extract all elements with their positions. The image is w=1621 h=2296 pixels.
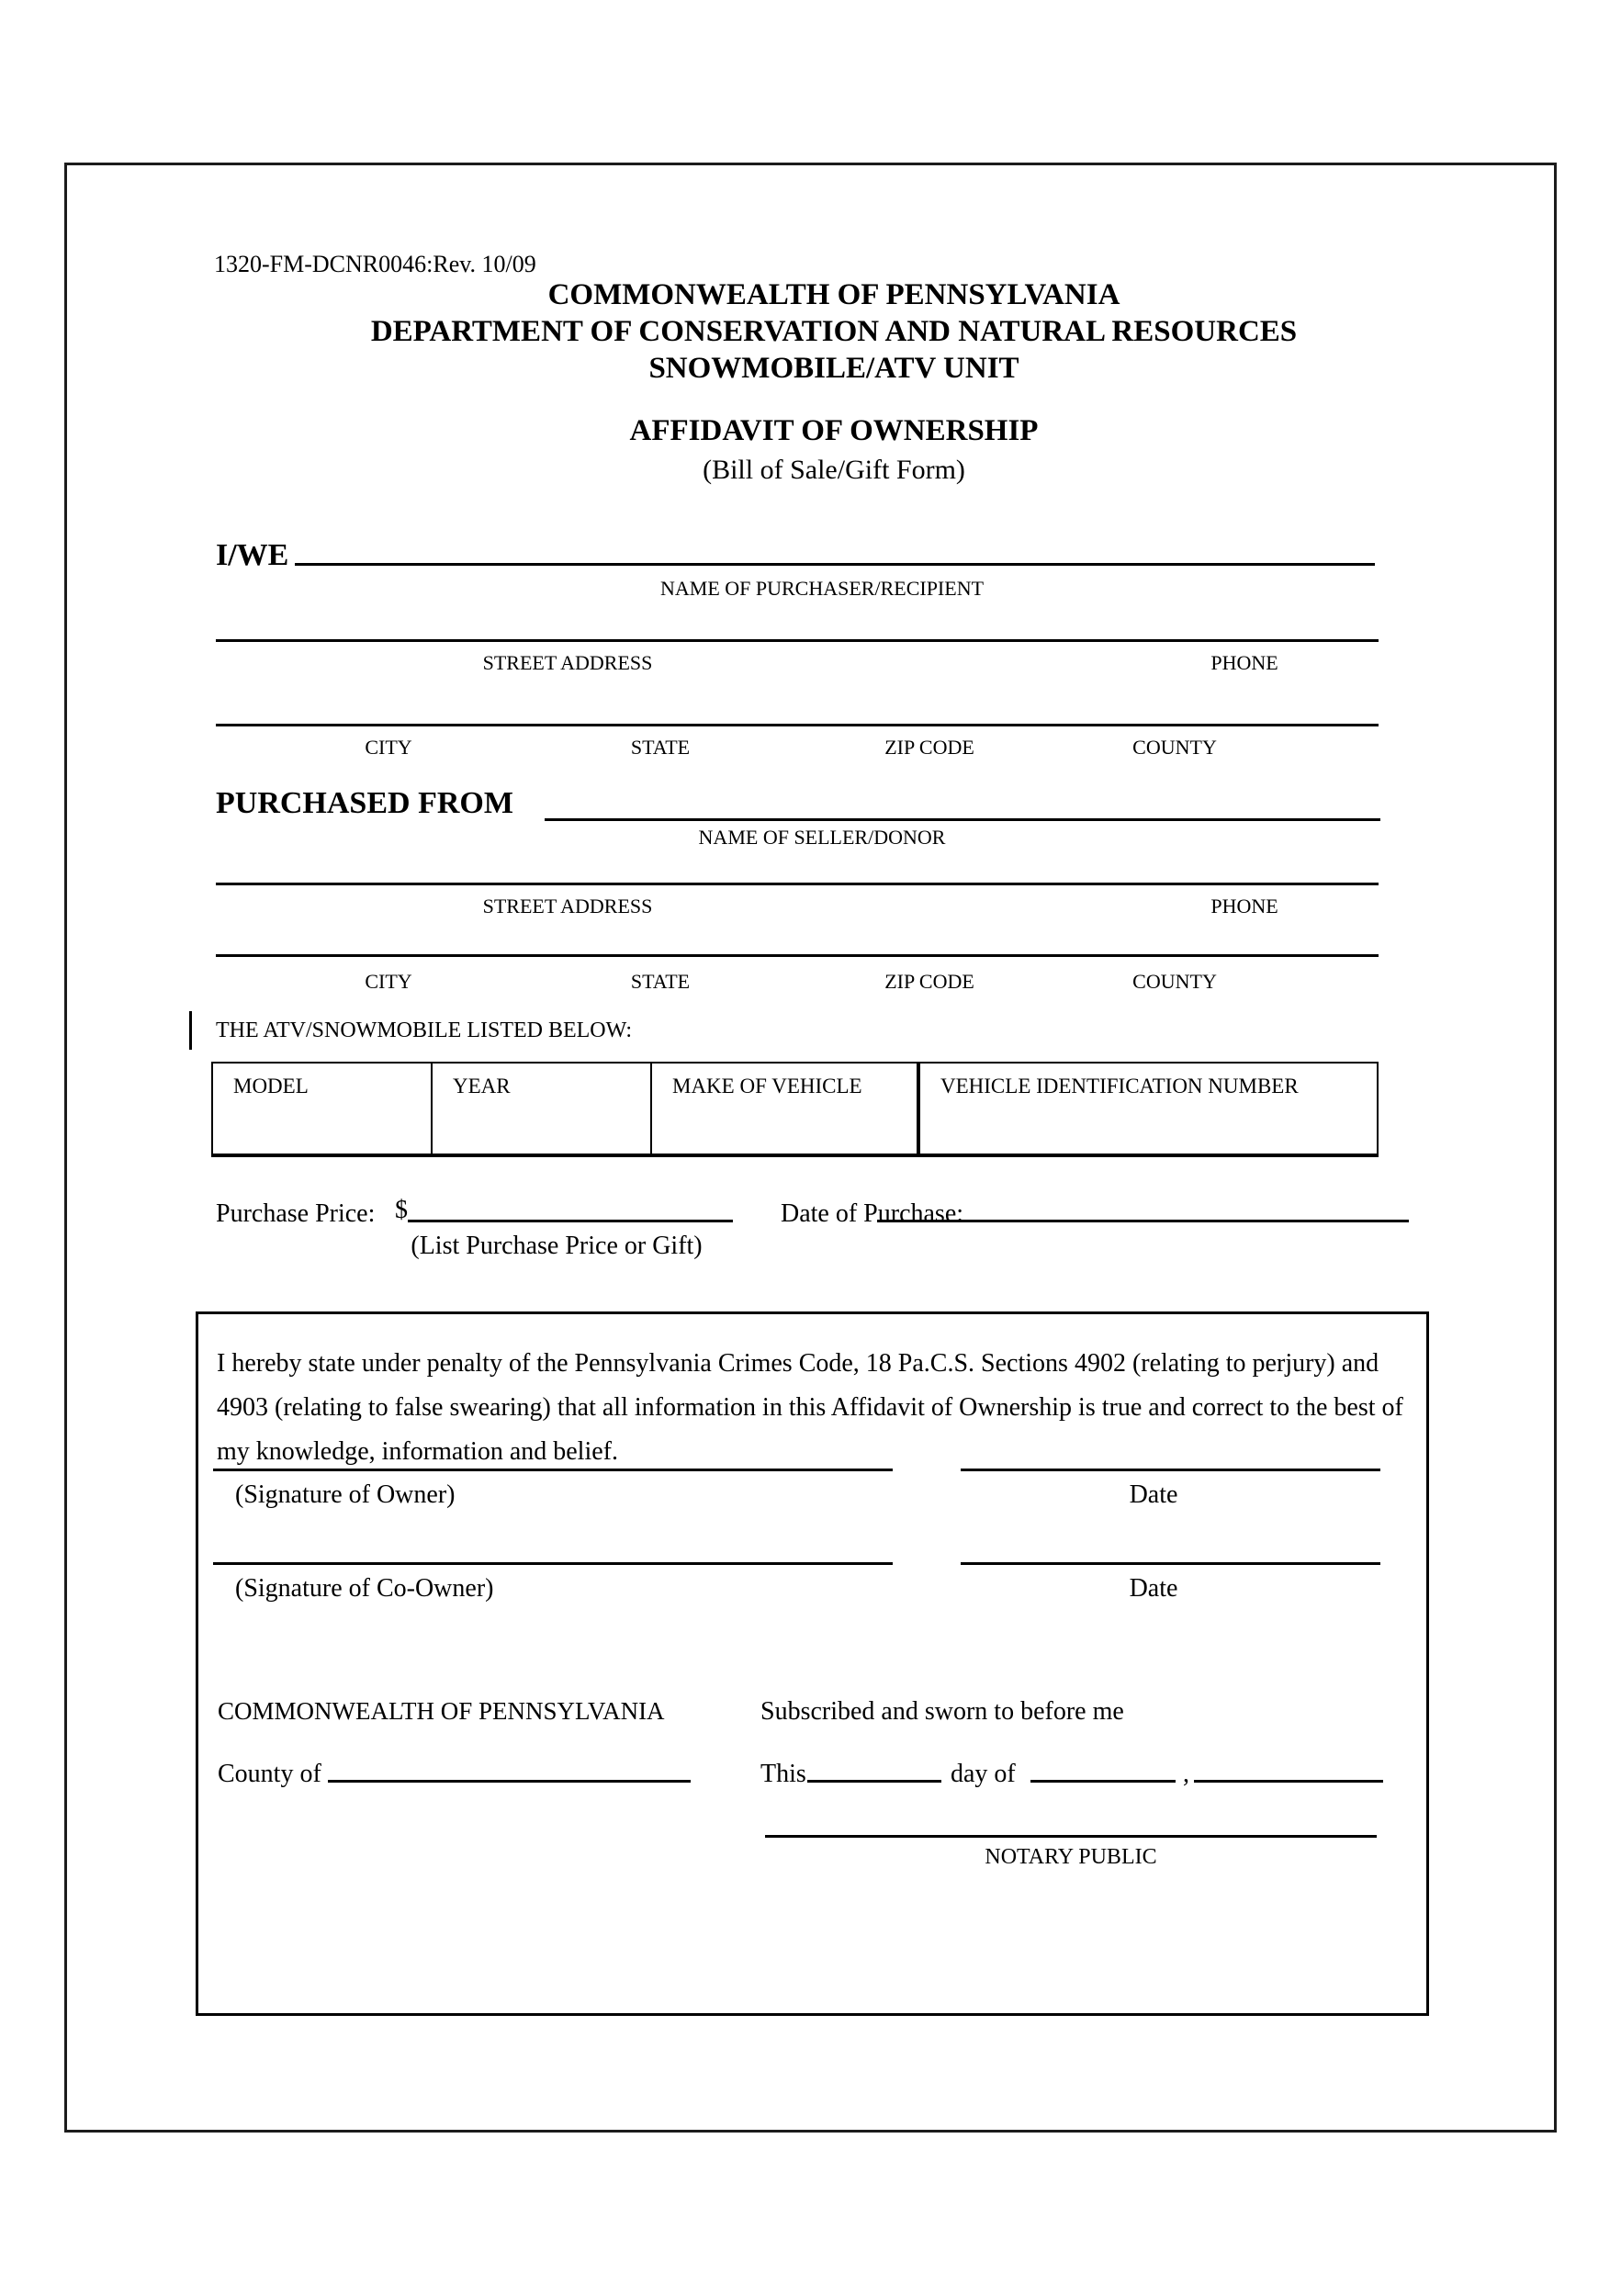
coowner-date-field[interactable] [961, 1562, 1380, 1565]
purchaser-city-label: CITY [365, 736, 412, 759]
owner-signature-field[interactable] [213, 1469, 893, 1471]
notary-public-label: NOTARY PUBLIC [985, 1845, 1157, 1869]
coowner-date-label: Date [1129, 1574, 1178, 1603]
affidavit-box [196, 1311, 1429, 2016]
agency-header [214, 276, 1454, 387]
purchaser-street-phone-field[interactable] [216, 639, 1379, 642]
purchaser-name-field[interactable] [295, 563, 1375, 566]
seller-state-label: STATE [630, 970, 691, 993]
affidavit-statement-line1: I hereby state under penalty of the Pennsylvania Crimes Code, 18 Pa.C.S. Sections 4902 (relating to perjury) and [217, 1349, 1379, 1378]
vehicle-intro-label: THE ATV/SNOWMOBILE LISTED BELOW: [216, 1019, 633, 1042]
purchase-price-hint: (List Purchase Price or Gift) [411, 1232, 703, 1260]
vehicle-year-header: YEAR [453, 1075, 511, 1097]
seller-city-state-zip-county-field[interactable] [216, 954, 1379, 957]
header-department: DEPARTMENT OF CONSERVATION AND NATURAL RESOURCES [370, 315, 1298, 348]
purchaser-name-label: NAME OF PURCHASER/RECIPIENT [659, 577, 985, 600]
notary-commonwealth-label: COMMONWEALTH OF PENNSYLVANIA [218, 1697, 665, 1725]
date-of-purchase-label: Date of Purchase: [781, 1199, 964, 1228]
seller-county-label: COUNTY [1132, 970, 1217, 993]
vehicle-year-cell[interactable] [433, 1064, 652, 1154]
form-title: AFFIDAVIT OF OWNERSHIP [629, 414, 1039, 447]
date-of-purchase-field[interactable] [877, 1220, 1409, 1222]
revision-change-bar [189, 1011, 192, 1050]
notary-subscribed-label: Subscribed and sworn to before me [760, 1697, 1124, 1726]
owner-date-label: Date [1129, 1480, 1178, 1509]
form-title-block [214, 412, 1454, 491]
form-page [64, 163, 1557, 2133]
notary-year-field[interactable] [1194, 1780, 1383, 1783]
purchaser-county-label: COUNTY [1132, 736, 1217, 759]
notary-day-of-label: day of [951, 1760, 1016, 1788]
notary-day-number-field[interactable] [807, 1780, 941, 1783]
affidavit-statement-line2: 4903 (relating to false swearing) that all information in this Affidavit of Ownership is true and correct to the best [217, 1393, 1376, 1422]
seller-name-label: NAME OF SELLER/DONOR [698, 826, 946, 849]
header-commonwealth: COMMONWEALTH OF PENNSYLVANIA [547, 278, 1120, 311]
seller-phone-label: PHONE [1210, 895, 1278, 917]
purchaser-phone-label: PHONE [1210, 651, 1278, 674]
vehicle-model-cell[interactable] [213, 1064, 433, 1154]
seller-street-phone-field[interactable] [216, 883, 1379, 885]
purchaser-street-label: STREET ADDRESS [482, 651, 653, 674]
purchaser-state-label: STATE [630, 736, 691, 759]
seller-zip-label: ZIP CODE [884, 970, 974, 993]
seller-street-label: STREET ADDRESS [482, 895, 653, 917]
purchaser-city-state-zip-county-field[interactable] [216, 724, 1379, 726]
vehicle-vin-cell[interactable] [920, 1064, 1377, 1154]
form-subtitle: (Bill of Sale/Gift Form) [703, 455, 965, 485]
notary-county-label: County of [218, 1760, 321, 1788]
vehicle-table [211, 1062, 1379, 1157]
purchase-price-field[interactable] [408, 1220, 733, 1222]
coowner-signature-label: (Signature of Co-Owner) [235, 1574, 494, 1603]
affidavit-statement [217, 1342, 1415, 1474]
vehicle-model-header: MODEL [233, 1075, 309, 1097]
owner-date-field[interactable] [961, 1469, 1380, 1471]
vehicle-make-cell[interactable] [652, 1064, 920, 1154]
notary-this-label: This [760, 1760, 806, 1788]
seller-name-field[interactable] [545, 818, 1380, 821]
affidavit-statement-line3: of my knowledge, information and belief. [217, 1393, 1403, 1466]
notary-month-field[interactable] [1030, 1780, 1176, 1783]
seller-lead-label: PURCHASED FROM [216, 786, 513, 820]
form-code: 1320-FM-DCNR0046:Rev. 10/09 [214, 251, 536, 277]
owner-signature-label: (Signature of Owner) [235, 1480, 456, 1509]
header-unit: SNOWMOBILE/ATV UNIT [648, 352, 1019, 385]
purchaser-zip-label: ZIP CODE [884, 736, 974, 759]
vehicle-vin-header: VEHICLE IDENTIFICATION NUMBER [940, 1075, 1299, 1097]
purchaser-lead-label: I/WE [216, 538, 289, 572]
purchase-price-label: Purchase Price: [216, 1199, 376, 1228]
vehicle-make-header: MAKE OF VEHICLE [672, 1075, 862, 1097]
notary-signature-field[interactable] [765, 1835, 1377, 1838]
dollar-sign: $ [395, 1196, 408, 1224]
notary-county-field[interactable] [328, 1780, 691, 1783]
notary-comma: , [1183, 1760, 1189, 1788]
coowner-signature-field[interactable] [213, 1562, 893, 1565]
seller-city-label: CITY [365, 970, 412, 993]
